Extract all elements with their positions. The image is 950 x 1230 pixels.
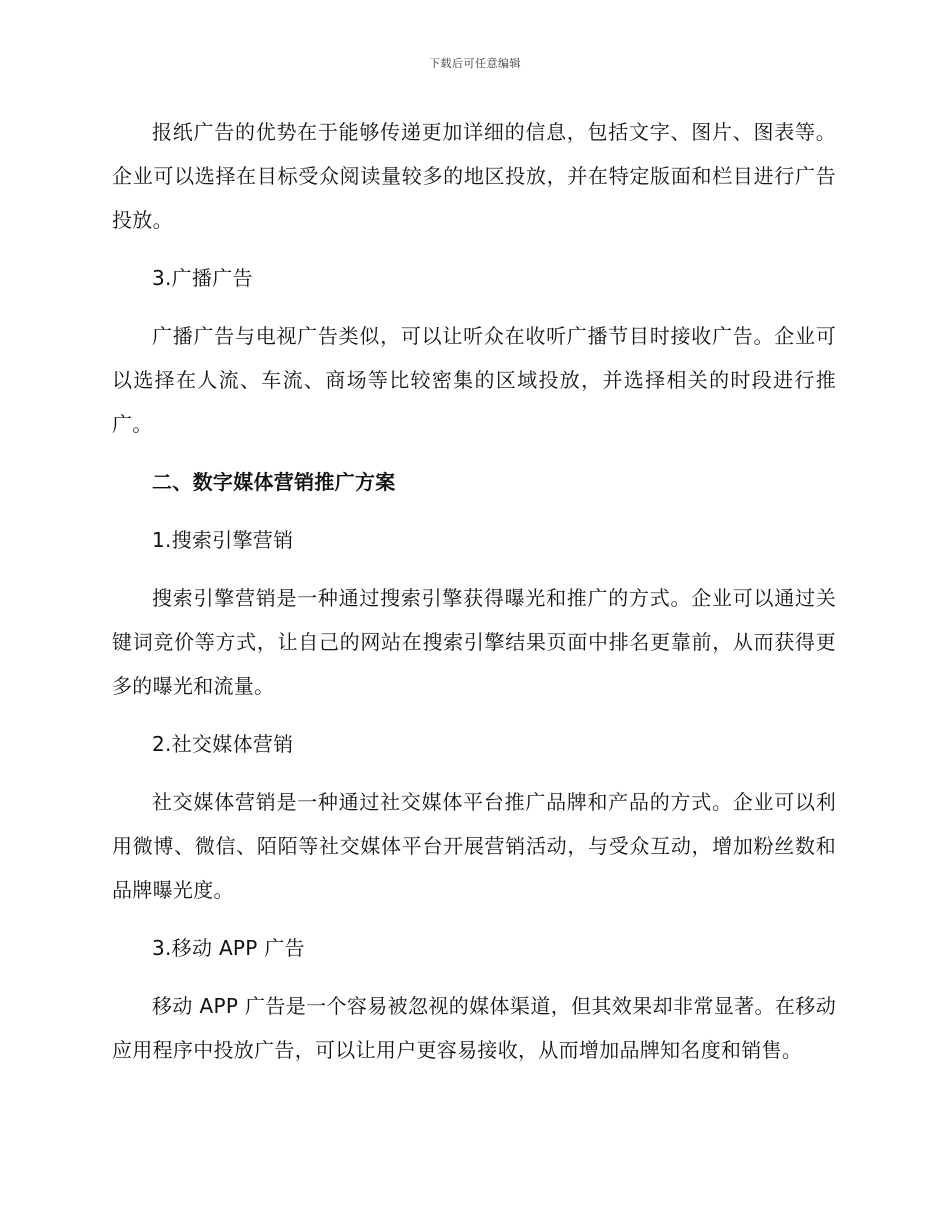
paragraph-newspaper-ads: 报纸广告的优势在于能够传递更加详细的信息，包括文字、图片、图表等。企业可以选择在目标受众阅读量较多的地区投放，并在特定版面和栏目进行广告投放。 [112, 120, 836, 232]
paragraph-radio-ads: 广播广告与电视广告类似，可以让听众在收听广播节目时接收广告。企业可以选择在人流、车流、商场等比较密集的区域投放，并选择相关的时段进行推广。 [112, 324, 836, 436]
paragraph-search-engine-marketing: 搜索引擎营销是一种通过搜索引擎获得曝光和推广的方式。企业可以通过关键词竞价等方式，让自己的网站在搜索引擎结果页面中排名更靠前，从而获得更多的曝光和流量。 [112, 586, 836, 698]
paragraph-mobile-app-ads: 移动 APP 广告是一个容易被忽视的媒体渠道，但其效果却非常显著。在移动应用程序中投放广告，可以让用户更容易接收，从而增加品牌知名度和销售。 [112, 994, 836, 1062]
heading-mobile-app-ads: 3.移动 APP 广告 [152, 936, 305, 960]
header-note: 下载后可任意编辑 [429, 57, 521, 70]
heading-radio-ads: 3.广播广告 [152, 266, 253, 290]
paragraph-social-media-marketing: 社交媒体营销是一种通过社交媒体平台推广品牌和产品的方式。企业可以利用微博、微信、陌陌等社交媒体平台开展营销活动，与受众互动，增加粉丝数和品牌曝光度。 [112, 790, 836, 902]
document-body [112, 110, 836, 1072]
section-title-digital-media: 二、数字媒体营销推广方案 [152, 470, 396, 494]
heading-search-engine-marketing: 1.搜索引擎营销 [152, 528, 294, 552]
heading-social-media-marketing: 2.社交媒体营销 [152, 732, 294, 756]
